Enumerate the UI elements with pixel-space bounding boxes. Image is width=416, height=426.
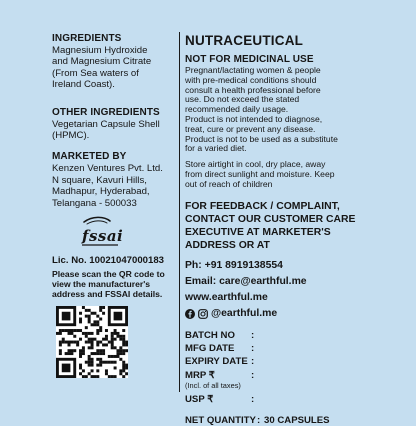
ingredients-text: [52, 45, 176, 91]
net-quantity-row: [185, 415, 385, 426]
fssai-logo-graphic: [78, 215, 128, 253]
other-ingredients-heading: OTHER INGREDIENTS: [52, 106, 160, 118]
storage-line: from direct sunlight and moisture. Keep: [185, 168, 335, 179]
warning-line: Pregnant/lactating women & people: [185, 65, 321, 75]
batch-colon: :: [251, 329, 255, 341]
facebook-icon[interactable]: [185, 309, 195, 319]
contact-email[interactable]: Email: care@earthful.me: [185, 275, 307, 287]
qr-note-line: Please scan the QR code to: [52, 269, 165, 280]
expiry-row: [185, 356, 385, 369]
mfg-colon: :: [251, 342, 255, 354]
expiry-colon: :: [251, 355, 255, 367]
net-quantity-colon: :: [257, 414, 261, 426]
storage-line: Store airtight in cool, dry place, away: [185, 159, 326, 170]
warning-line: treat, cure or prevent any disease.: [185, 123, 316, 134]
feedback-heading: [185, 200, 385, 252]
warning-line: with pre-medical conditions should: [185, 74, 317, 85]
mrp-label: MRP ₹: [185, 369, 215, 381]
batch-label: BATCH NO: [185, 329, 235, 341]
fssai-logo-text: fssai: [82, 227, 124, 246]
usp-label: USP ₹: [185, 393, 214, 405]
warning-line: for a varied diet.: [185, 143, 247, 154]
contact-website[interactable]: www.earthful.me: [185, 291, 268, 303]
ingredients-line: Ireland Coast).: [52, 79, 115, 91]
qr-code[interactable]: [56, 306, 128, 378]
social-handle-row: [185, 306, 385, 322]
storage-line: out of reach of children: [185, 178, 273, 189]
other-line: Vegetarian Capsule Shell: [52, 118, 160, 130]
other-ingredients-text: [52, 119, 176, 142]
net-quantity-value: 30 CAPSULES: [264, 414, 330, 426]
contact-phone[interactable]: Ph: +91 8919138554: [185, 259, 283, 271]
warning-line: Product is not intended to diagnose,: [185, 113, 323, 124]
expiry-label: EXPIRY DATE: [185, 355, 248, 367]
batch-row: [185, 330, 385, 343]
ingredients-heading: INGREDIENTS: [52, 33, 122, 44]
marketer-address: [52, 163, 176, 209]
qr-note: [52, 270, 176, 299]
net-quantity-label: NET QUANTITY: [185, 414, 256, 426]
usage-warning: [185, 66, 385, 154]
storage-instructions: [185, 160, 385, 189]
warning-line: consult a health professional before: [185, 84, 321, 95]
address-line: Madhapur, Hyderabad,: [52, 186, 150, 198]
ingredients-line: (From Sea waters of: [52, 67, 139, 79]
marketed-by-heading: MARKETED BY: [52, 151, 127, 163]
usp-colon: :: [251, 393, 255, 405]
ingredients-line: and Magnesium Citrate: [52, 56, 152, 68]
batch-table: [185, 330, 385, 426]
mfg-row: [185, 343, 385, 356]
feedback-line: EXECUTIVE AT MARKETER'S: [185, 226, 331, 238]
address-line: Kenzen Ventures Pvt. Ltd.: [52, 163, 163, 175]
license-number: Lic. No. 10021047000183: [52, 255, 165, 267]
warning-line: use. Do not exceed the stated: [185, 94, 300, 105]
ingredients-line: Magnesium Hydroxide: [52, 45, 148, 56]
column-divider: [179, 32, 180, 392]
instagram-icon[interactable]: [198, 309, 208, 319]
mrp-colon: :: [251, 369, 255, 381]
warning-line: recommended daily usage.: [185, 104, 289, 115]
other-line: (HPMC).: [52, 130, 90, 142]
qr-note-line: address and FSSAI details.: [52, 289, 163, 300]
qr-code-graphic: [56, 306, 128, 378]
social-handle[interactable]: @earthful.me: [211, 307, 278, 319]
qr-note-line: view the manufacturer's: [52, 279, 151, 290]
product-category-title: NUTRACEUTICAL: [185, 33, 304, 48]
right-column: [185, 33, 385, 426]
usp-row: [185, 394, 385, 407]
mrp-tax-note: (Incl. of all taxes): [185, 380, 241, 390]
feedback-line: FOR FEEDBACK / COMPLAINT,: [185, 200, 340, 212]
left-column: [52, 33, 176, 378]
warning-line: Product is not to be used as a substitute: [185, 133, 338, 144]
feedback-line: ADDRESS OR AT: [185, 239, 270, 251]
feedback-line: CONTACT OUR CUSTOMER CARE: [185, 213, 356, 225]
address-line: Telangana - 500033: [52, 197, 137, 209]
not-medicinal-heading: NOT FOR MEDICINAL USE: [185, 54, 314, 65]
mfg-label: MFG DATE: [185, 342, 235, 354]
address-line: N square, Kavuri Hills,: [52, 174, 147, 186]
fssai-logo: [78, 215, 128, 253]
